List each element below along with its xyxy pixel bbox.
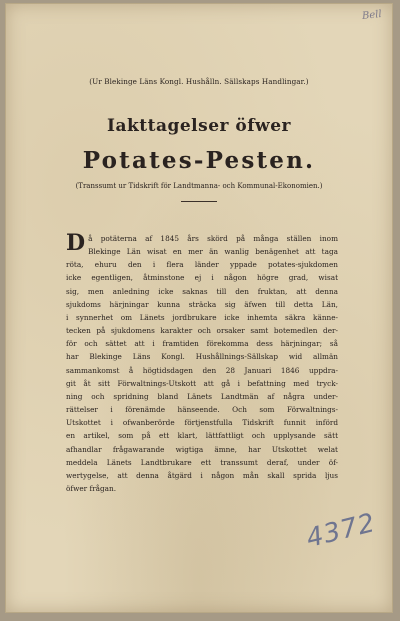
- body-line: öfwer frågan.: [66, 483, 117, 493]
- body-line: för och sättet att i framtiden förekomma dess härjningar; så: [66, 339, 338, 349]
- body-line: sjukdoms härjningar kunna sträcka sig äfwen till detta Län,: [66, 299, 338, 309]
- drop-cap: D: [66, 230, 86, 256]
- body-line: ning och spridning bland Länets Landtmän af några under-: [66, 391, 338, 401]
- body-line: röta, ehuru den i flera länder yppade potates-sjukdomen: [66, 260, 338, 270]
- body-line: i synnerhet om Länets jordbrukare icke inhemta säkra känne-: [66, 312, 338, 322]
- subtitle: (Transsumt ur Tidskrift för Landtmanna- och Kommunal-Ekonomien.): [75, 182, 323, 190]
- body-line: å potäterna af 1845 års skörd på många ställen inom: [88, 234, 338, 243]
- body-paragraph: [66, 232, 338, 495]
- body-line: en artikel, som på ett klart, lättfattligt och upplysande sätt: [66, 431, 338, 441]
- body-line: meddela Länets Landtbrukare ett transsumt deraf, under öf-: [66, 457, 338, 467]
- header-note: (Ur Blekinge Läns Kongl. Hushålln. Sällskaps Handlingar.): [89, 77, 309, 86]
- body-line: afhandlar frågawarande wigtiga ämne, har Utskottet welat: [66, 444, 338, 454]
- corner-pencil-mark: Bell: [361, 9, 383, 22]
- title-line-1: Iakttagelser öfwer: [107, 116, 291, 136]
- body-line: wertygelse, att denna åtgärd i någon mån skall sprida ljus: [66, 470, 338, 480]
- body-line: sammankomst å högtidsdagen den 28 Januari 1846 uppdra-: [66, 365, 338, 375]
- divider-rule: [181, 201, 217, 202]
- pencil-catalog-number: 4372: [303, 507, 379, 555]
- body-line: har Blekinge Läns Kongl. Hushållnings-Sällskap wid allmän: [66, 352, 338, 362]
- body-line: Blekinge Län wisat en mer än wanlig benägenhet att taga: [88, 247, 338, 257]
- document-page: [6, 4, 392, 612]
- body-line: sig, men anledning icke saknas till den fruktan, att denna: [66, 286, 338, 296]
- title-line-2: Potates-Pesten.: [82, 147, 316, 174]
- body-line: tecken på sjukdomens karakter och orsaker samt botemedlen der-: [66, 326, 338, 336]
- body-line: Utskottet i ofwanberörde förtjenstfulla Tidskrift funnit införd: [66, 418, 338, 428]
- body-line: rättelser i förenämde hänseende. Och som Förwaltnings-: [66, 405, 338, 415]
- body-line: icke egentligen, åtminstone ej i någon högre grad, wisat: [66, 273, 338, 283]
- body-line: git åt sitt Förwaltnings-Utskott att gå i befattning med tryck-: [66, 378, 338, 388]
